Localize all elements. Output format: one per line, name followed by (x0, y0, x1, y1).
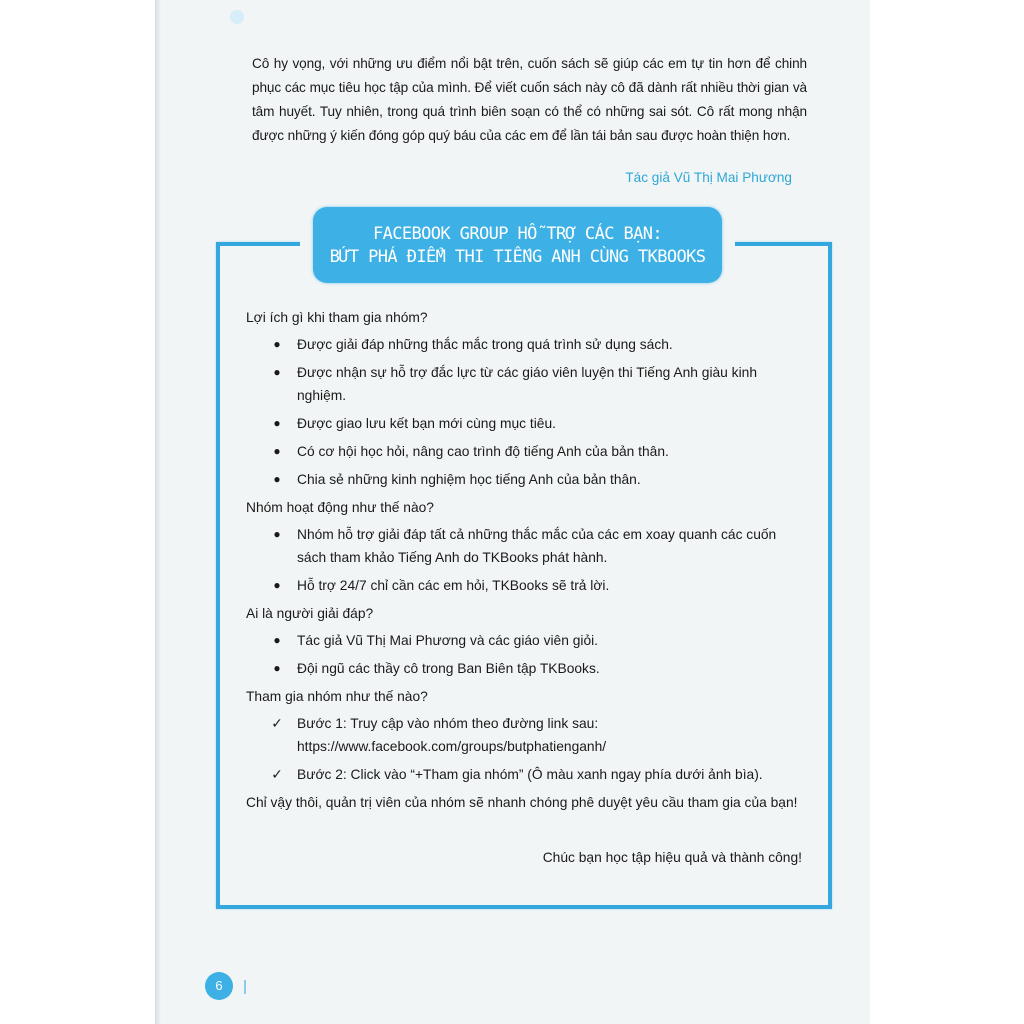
list-item: ● Được giải đáp những thắc mắc trong quá trình sử dụng sách. (246, 333, 802, 356)
bullet-icon: ● (273, 444, 281, 458)
checkmark-icon: ✓ (271, 767, 283, 782)
banner-title-line-1: FACEBOOK GROUP HỖ TRỢ CÁC BẠN: (372, 224, 663, 244)
bullet-icon: ● (273, 337, 281, 351)
box-content (246, 306, 802, 883)
facebook-group-banner (313, 207, 722, 283)
list-item: ● Tác giả Vũ Thị Mai Phương và các giáo viên giỏi. (246, 629, 802, 652)
intro-paragraph: Cô hy vọng, với những ưu điểm nổi bật trên, cuốn sách sẽ giúp các em tự tin hơn để chinh phục các mục tiêu học tập của mình. Để viết cuốn sách này cô đã dành rất nhiều thời gian và tâm huyết. Tuy nhiên, trong quá trình biên soạn có thể có những sai sót. Cô rất mong nhận được những ý kiến đóng góp quý báu của các em để lần tái bản sau được hoàn thiện hơn. (252, 56, 807, 143)
operation-list (246, 523, 802, 597)
bullet-icon: ● (273, 578, 281, 592)
page-number: 6 (205, 972, 233, 1000)
bullet-icon: ● (273, 365, 281, 379)
section-benefits (246, 306, 802, 491)
list-item: ● Được giao lưu kết bạn mới cùng mục tiêu. (246, 412, 802, 435)
banner-title-line-2: BỨT PHÁ ĐIỂM THI TIẾNG ANH CÙNG TKBOOKS (329, 247, 706, 267)
benefit-list (246, 333, 802, 491)
section-question: Nhóm hoạt động như thế nào? (246, 500, 434, 515)
section-answerers (246, 602, 802, 680)
list-item: ● Nhóm hỗ trợ giải đáp tất cả những thắc mắc của các em xoay quanh các cuốn sách tham khảo Tiếng Anh do TKBooks phát hành. (246, 523, 802, 569)
author-signature: Tác giả Vũ Thị Mai Phương (625, 170, 792, 185)
list-item: ● Hỗ trợ 24/7 chỉ cần các em hỏi, TKBooks sẽ trả lời. (246, 574, 802, 597)
answerer-list (246, 629, 802, 680)
list-item: ✓ Bước 1: Truy cập vào nhóm theo đường link sau: https://www.facebook.com/groups/butphatienganh/ (246, 712, 802, 758)
section-question: Tham gia nhóm như thế nào? (246, 689, 428, 704)
closing-wish: Chúc bạn học tập hiệu quả và thành công! (542, 850, 802, 865)
join-steps (246, 712, 802, 786)
bullet-icon: ● (273, 633, 281, 647)
list-item: ● Chia sẻ những kinh nghiệm học tiếng Anh của bản thân. (246, 468, 802, 491)
checkmark-icon: ✓ (271, 716, 283, 731)
list-item: ✓ Bước 2: Click vào “+Tham gia nhóm” (Ô màu xanh ngay phía dưới ảnh bìa). (246, 763, 802, 786)
section-question: Ai là người giải đáp? (246, 606, 374, 621)
bullet-icon: ● (273, 416, 281, 430)
section-operation (246, 496, 802, 597)
page-number-divider (244, 980, 246, 994)
section-question: Lợi ích gì khi tham gia nhóm? (246, 310, 428, 325)
page-gutter (155, 0, 161, 1024)
list-item: ● Đội ngũ các thầy cô trong Ban Biên tập TKBooks. (246, 657, 802, 680)
bullet-icon: ● (273, 527, 281, 541)
list-item: ● Có cơ hội học hỏi, nâng cao trình độ tiếng Anh của bản thân. (246, 440, 802, 463)
page-header-mark (230, 10, 244, 24)
closing-text: Chỉ vậy thôi, quản trị viên của nhóm sẽ nhanh chóng phê duyệt yêu cầu tham gia của bạn! (246, 795, 798, 810)
list-item: ● Được nhận sự hỗ trợ đắc lực từ các giáo viên luyện thi Tiếng Anh giàu kinh nghiệm. (246, 361, 802, 407)
bullet-icon: ● (273, 661, 281, 675)
section-join (246, 685, 802, 786)
bullet-icon: ● (273, 472, 281, 486)
